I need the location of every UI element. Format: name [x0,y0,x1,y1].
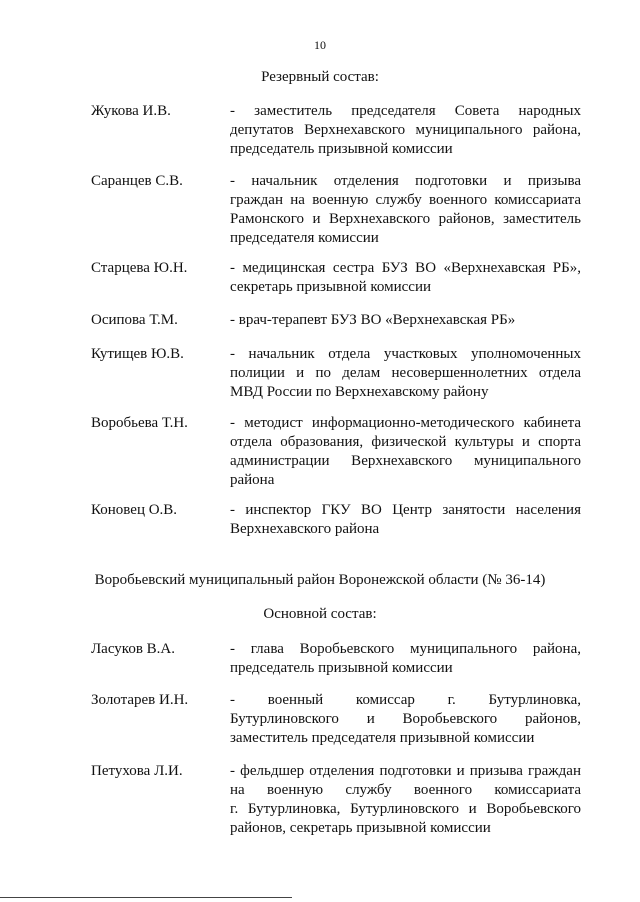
role-line: председатель призывной комиссии [230,141,453,157]
role-line: заместитель председателя призывной комиссии [230,730,535,746]
role-line: - врач-терапевт БУЗ ВО «Верхнехавская РБ» [230,312,516,328]
role-line: Рамонского и Верхнехавского районов, заместитель [230,211,581,227]
role-line: администрации Верхнехавского муниципального [230,453,581,469]
member-role [230,691,581,748]
member-name: Ласуков В.А. [91,641,175,657]
role-line: председатель призывной комиссии [230,660,453,676]
role-line: района [230,472,275,488]
member-role [230,259,581,297]
member-role [230,501,581,539]
role-line: г. Бутурлиновка, Бутурлиновского и Воробьевского [230,801,581,817]
role-line: районов, секретарь призывной комиссии [230,820,491,836]
member-role [230,640,581,678]
role-line: Верхнехавского района [230,521,380,537]
member-name: Коновец О.В. [91,502,178,518]
member-role [230,762,581,838]
member-name: Осипова Т.М. [91,312,178,328]
role-line: Бутурлиновского и Воробьевского районов, [230,711,581,727]
member-role [230,102,581,159]
role-line: полиции и по делам несовершеннолетних отдела [230,365,581,381]
member-name: Кутищев Ю.В. [91,346,184,362]
role-line: - глава Воробьевского муниципального района, [230,641,581,657]
page-number: 10 [314,38,326,52]
role-line: - заместитель председателя Совета народных [230,103,581,119]
role-line: депутатов Верхнехавского муниципального района, [230,122,581,138]
member-name: Жукова И.В. [91,103,171,119]
member-name: Золотарев И.Н. [91,692,189,708]
role-line: - начальник отделения подготовки и призыва [230,173,581,189]
footer-rule [0,897,292,898]
member-role [230,345,581,402]
role-line: граждан на военную службу военного комиссариата [230,192,581,208]
role-line: отдела образования, физической культуры и спорта [230,434,581,450]
role-line: - инспектор ГКУ ВО Центр занятости населения [230,502,581,518]
section-heading-reserve: Резервный состав: [261,69,379,85]
role-line: - военный комиссар г. Бутурлиновка, [230,692,581,708]
role-line: секретарь призывной комиссии [230,279,432,295]
district-heading: Воробьевский муниципальный район Воронежской области (№ 36-14) [94,572,546,588]
member-name: Петухова Л.И. [91,763,183,779]
role-line: МВД России по Верхнехавскому району [230,384,489,400]
section-heading-main: Основной состав: [263,606,377,622]
member-name: Старцева Ю.Н. [91,260,188,276]
role-line: - начальник отдела участковых уполномоченных [230,346,581,362]
member-role [230,311,581,330]
role-line: - фельдшер отделения подготовки и призыва граждан [230,763,581,779]
member-role [230,172,581,248]
member-name: Воробьева Т.Н. [91,415,188,431]
role-line: - методист информационно-методического кабинета [230,415,581,431]
member-name: Саранцев С.В. [91,173,183,189]
role-line: председателя комиссии [230,230,379,246]
role-line: - медицинская сестра БУЗ ВО «Верхнехавская РБ», [230,260,581,276]
member-role [230,414,581,490]
role-line: на военную службу военного комиссариата [230,782,581,798]
